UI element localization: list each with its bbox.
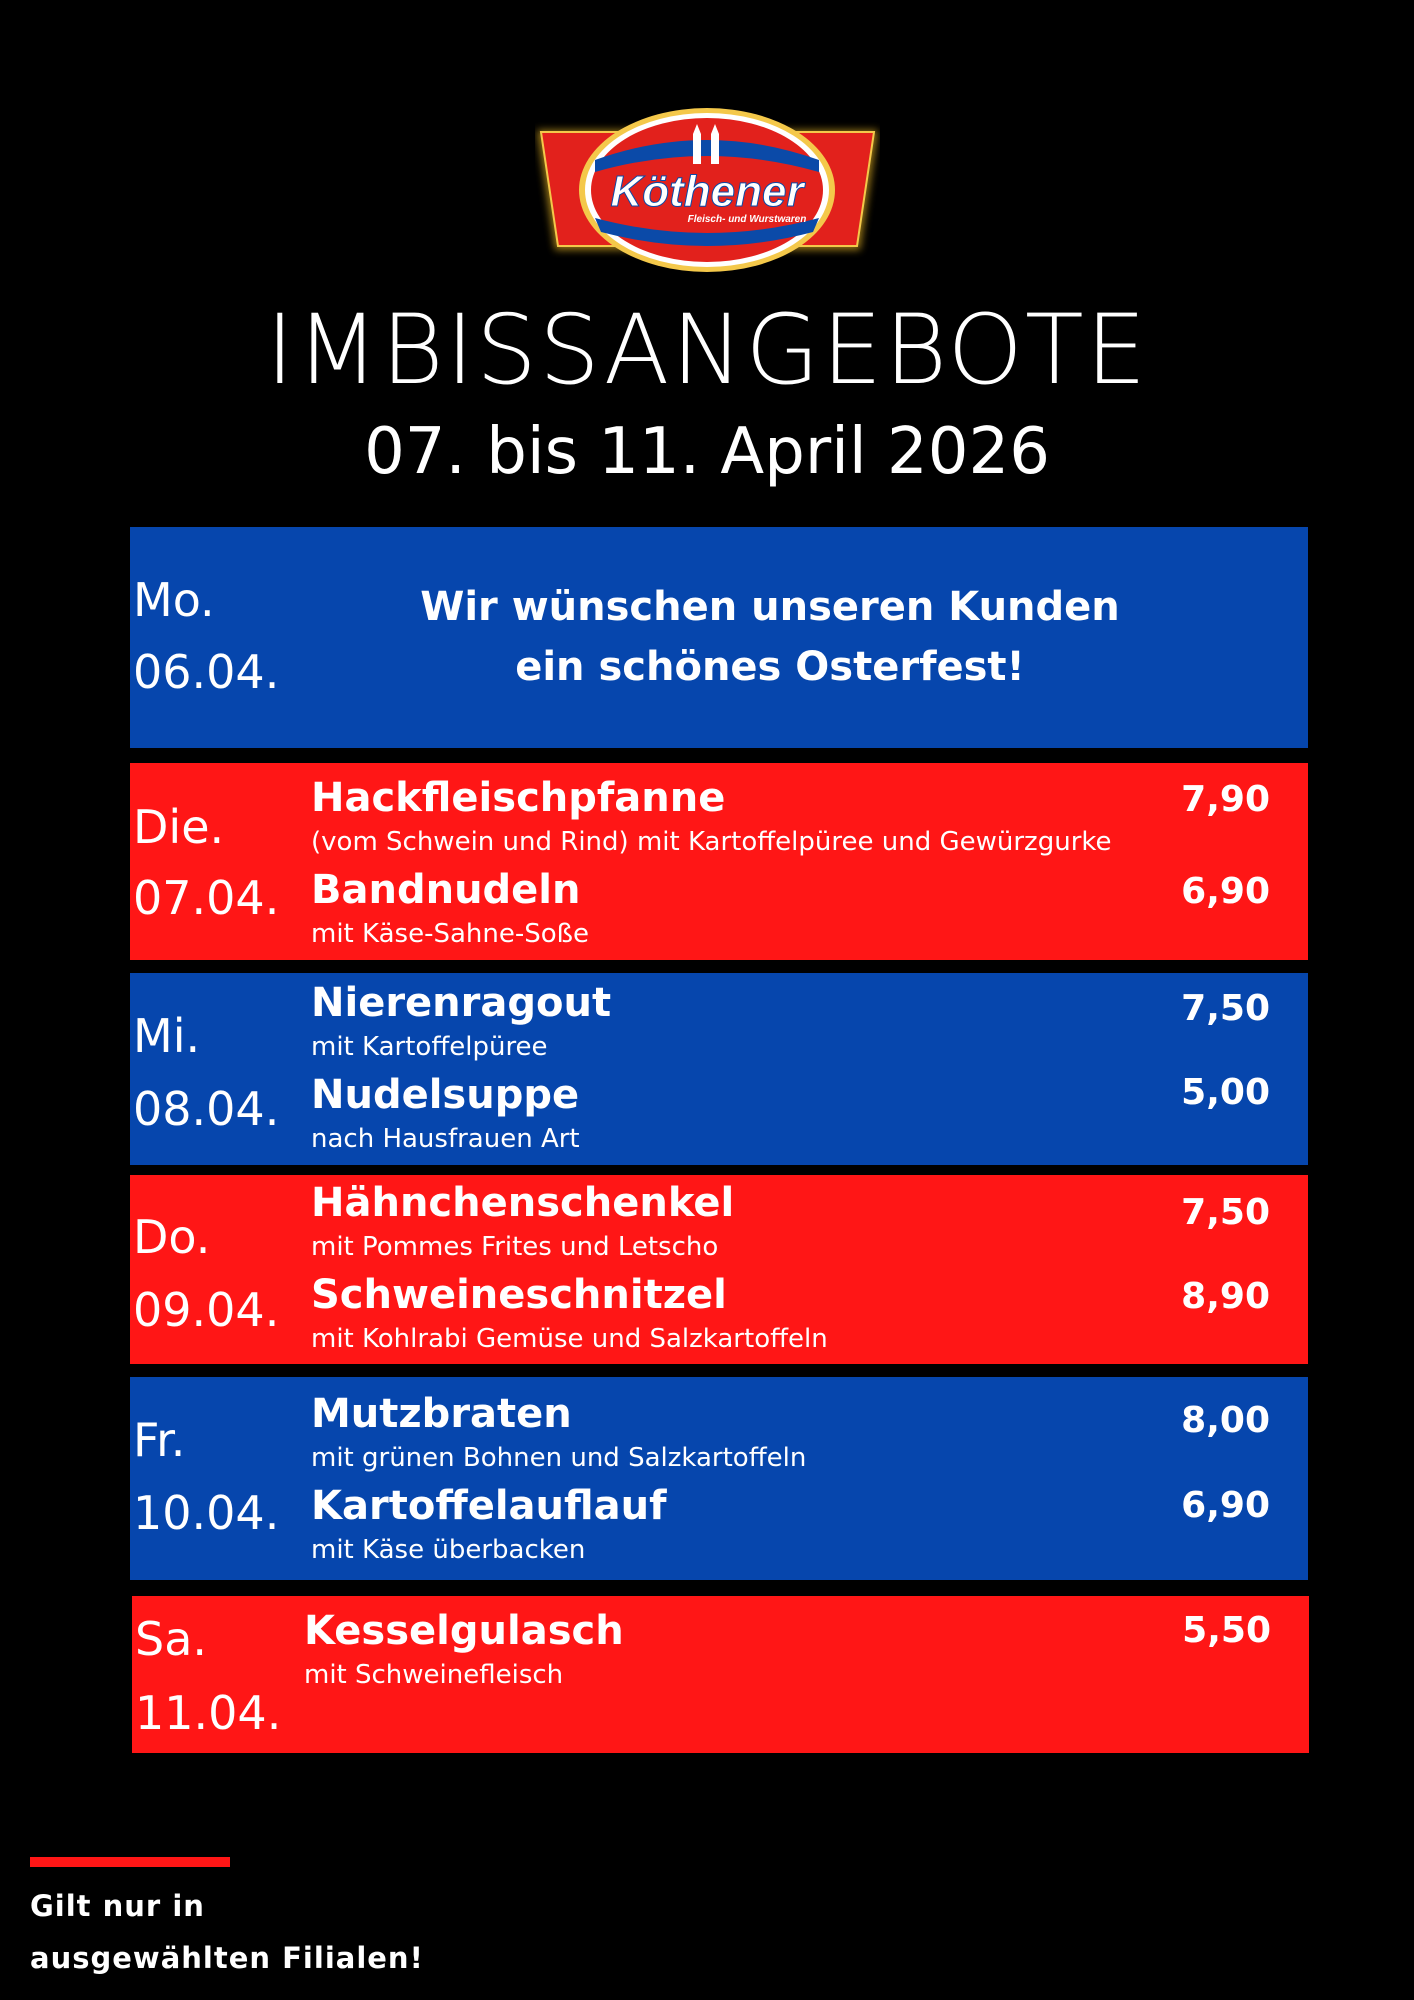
menu-item-price: 7,90 — [1181, 779, 1270, 820]
day-date: 06.04. — [133, 645, 280, 699]
menu-item-price: 5,00 — [1181, 1072, 1270, 1113]
koethener-logo — [535, 100, 880, 280]
day-row-tuesday — [130, 763, 1308, 960]
day-label: Sa. — [135, 1612, 208, 1666]
day-label: Fr. — [133, 1413, 186, 1467]
footer-note — [30, 1880, 424, 1984]
day-row-wednesday — [130, 973, 1308, 1165]
footer-accent-bar — [30, 1857, 230, 1867]
menu-item-name: Nierenragout — [311, 980, 612, 1026]
menu-item-name: Mutzbraten — [311, 1391, 572, 1437]
day-date: 09.04. — [133, 1283, 280, 1337]
menu-item-name: Kesselgulasch — [304, 1608, 624, 1654]
day-row-saturday — [132, 1596, 1309, 1753]
menu-item-name: Kartoffelauflauf — [311, 1483, 667, 1529]
menu-item-name: Nudelsuppe — [311, 1072, 580, 1118]
day-date: 11.04. — [135, 1686, 282, 1740]
menu-item-description: mit Pommes Frites und Letscho — [311, 1232, 719, 1262]
menu-item-name: Hackfleischpfanne — [311, 775, 726, 821]
footer-line: ausgewählten Filialen! — [30, 1941, 424, 1975]
greeting-line: ein schönes Osterfest! — [515, 644, 1025, 690]
menu-item-price: 5,50 — [1182, 1610, 1271, 1651]
day-row-friday — [130, 1377, 1308, 1580]
day-label: Do. — [133, 1210, 211, 1264]
menu-item-description: mit grünen Bohnen und Salzkartoffeln — [311, 1443, 807, 1473]
day-row-thursday — [130, 1175, 1308, 1364]
day-label: Mo. — [133, 573, 215, 627]
day-label: Die. — [133, 800, 225, 854]
logo-tagline: Fleisch- und Wurstwaren — [687, 214, 807, 225]
day-row-monday — [130, 527, 1308, 748]
menu-item-price: 7,50 — [1181, 1192, 1270, 1233]
day-date: 07.04. — [133, 871, 280, 925]
menu-item-description: nach Hausfrauen Art — [311, 1124, 580, 1154]
greeting-line: Wir wünschen unseren Kunden — [420, 584, 1120, 630]
day-date: 08.04. — [133, 1082, 280, 1136]
menu-item-name: Bandnudeln — [311, 867, 581, 913]
date-range: 07. bis 11. April 2026 — [364, 415, 1050, 489]
menu-item-price: 8,00 — [1181, 1400, 1270, 1441]
footer-line: Gilt nur in — [30, 1889, 205, 1923]
menu-item-price: 6,90 — [1181, 1485, 1270, 1526]
menu-item-price: 6,90 — [1181, 871, 1270, 912]
menu-item-description: mit Kartoffelpüree — [311, 1032, 548, 1062]
menu-item-description: mit Käse-Sahne-Soße — [311, 919, 590, 949]
easter-greeting — [330, 577, 1210, 697]
menu-item-description: mit Schweinefleisch — [304, 1660, 564, 1690]
menu-item-description: (vom Schwein und Rind) mit Kartoffelpüree und Gewürzgurke — [311, 827, 1112, 857]
day-date: 10.04. — [133, 1486, 280, 1540]
menu-item-price: 7,50 — [1181, 988, 1270, 1029]
menu-item-description: mit Kohlrabi Gemüse und Salzkartoffeln — [311, 1324, 828, 1354]
menu-item-name: Schweineschnitzel — [311, 1272, 727, 1318]
logo-brand: Köthener — [610, 167, 804, 216]
day-label: Mi. — [133, 1009, 201, 1063]
page-title: IMBISSANGEBOTE — [265, 294, 1149, 406]
menu-item-price: 8,90 — [1181, 1276, 1270, 1317]
menu-item-description: mit Käse überbacken — [311, 1535, 586, 1565]
menu-item-name: Hähnchenschenkel — [311, 1180, 735, 1226]
